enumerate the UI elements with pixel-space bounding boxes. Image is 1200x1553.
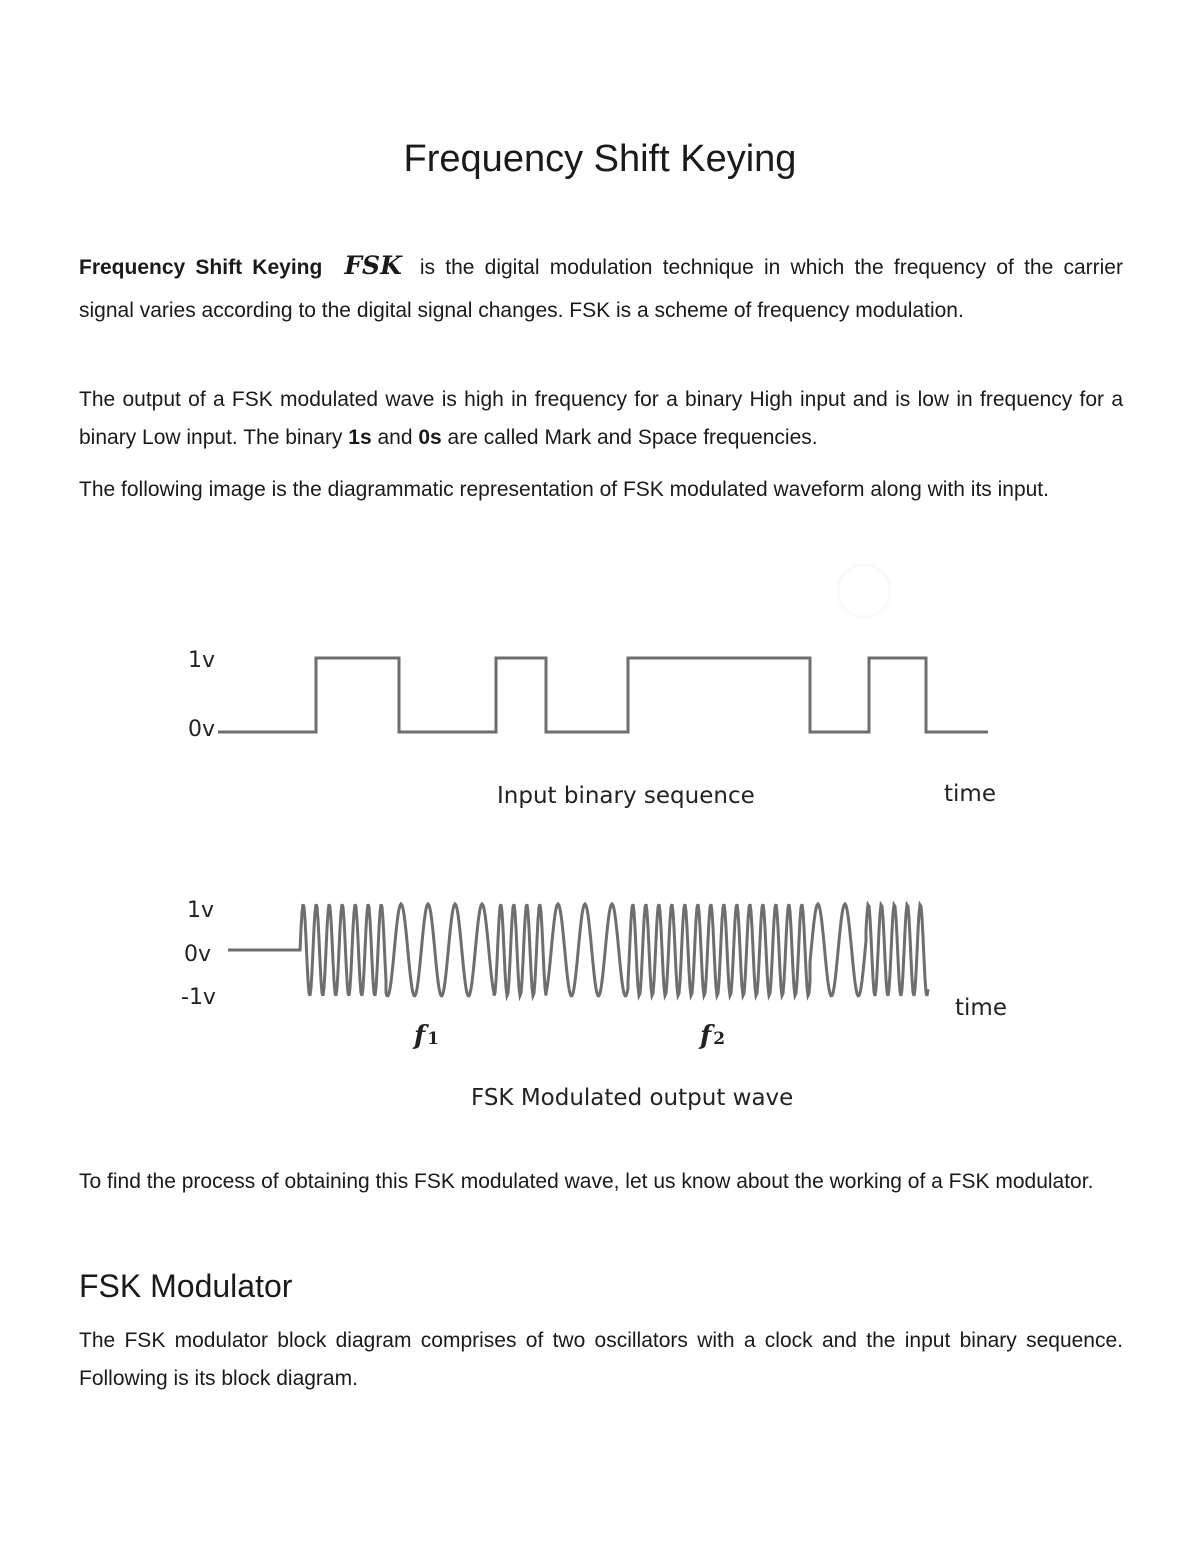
input-low-label: 0v [188, 717, 216, 742]
f2-label: f 2 [700, 1021, 726, 1051]
input-caption: Input binary sequence [497, 783, 755, 809]
modulator-intro-paragraph: To find the process of obtaining this FSK modulated wave, let us know about the working of a FSK modulator. [79, 1170, 1094, 1193]
input-time-label: time [944, 781, 996, 807]
section-paragraph: The FSK modulator block diagram comprises of two oscillators with a clock and the input binary sequence. Following is its block diagram. [79, 1329, 1123, 1390]
figure-intro-paragraph: The following image is the diagrammatic representation of FSK modulated waveform along with its input. [79, 478, 1049, 501]
intro-text: is the digital modulation technique in which the frequency of the carrier signal varies according to the digital signal changes. FSK is a scheme of frequency modulation. [79, 256, 1123, 322]
intro-term: Frequency Shift Keying [79, 256, 323, 279]
input-high-label: 1v [188, 648, 216, 673]
output-text-and: and [371, 426, 419, 449]
zeros-term: 0s [418, 426, 442, 449]
output-zero-label: 0v [184, 942, 212, 967]
fsk-output-wave [228, 904, 928, 996]
output-caption: FSK Modulated output wave [471, 1085, 794, 1111]
page-title: Frequency Shift Keying [403, 138, 797, 180]
output-neg-label: -1v [181, 985, 216, 1010]
output-time-label: time [955, 995, 1007, 1021]
input-square-wave [218, 658, 988, 732]
output-text-before: The output of a FSK modulated wave is high in frequency for a binary High input and is low in frequency for a binary Low input. The binary [79, 388, 1123, 449]
fsk-abbreviation: FSK [344, 251, 402, 280]
f1-label: f 1 [414, 1021, 440, 1051]
ones-term: 1s [348, 426, 372, 449]
section-heading: FSK Modulator [79, 1268, 293, 1304]
output-pos-label: 1v [187, 898, 215, 923]
output-text-after: are called Mark and Space frequencies. [441, 426, 818, 449]
